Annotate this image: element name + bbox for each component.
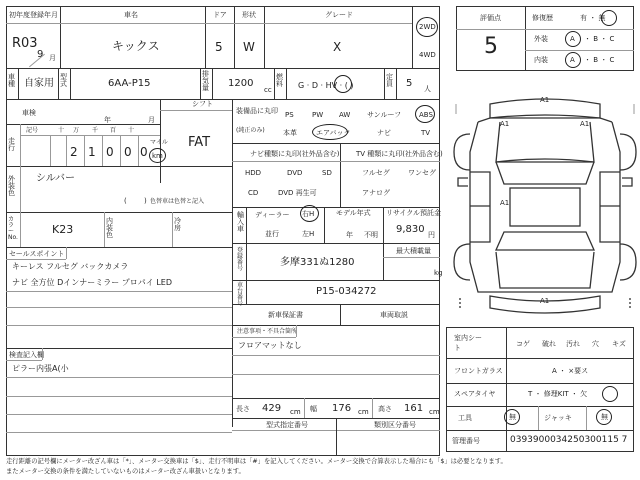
equip-tv: TV xyxy=(421,129,431,137)
width-label: 幅 xyxy=(310,405,317,413)
management-number: 0393900034250300115 7 xyxy=(510,435,628,445)
drive-4wd: 4WD xyxy=(419,51,436,59)
mileage-digit-5: 0 xyxy=(140,145,148,159)
model-year-unknown: 不明 xyxy=(364,231,378,239)
nav-dvd-play: DVD 再生可 xyxy=(278,189,317,197)
score: 5 xyxy=(484,34,498,59)
inspection-month: 月 xyxy=(148,116,155,124)
jack-label: ジャッキ xyxy=(544,414,572,422)
handle-left: 左H xyxy=(302,230,315,238)
person-unit: 人 xyxy=(424,85,431,93)
repair-options: 有 ・ 無 xyxy=(580,14,606,22)
displacement-label: 排気量 xyxy=(202,70,209,92)
windshield-options: A ・ ×要ス xyxy=(552,367,589,375)
chassis-label: 車台番号 xyxy=(237,282,244,307)
max-load-label: 最大積載量 xyxy=(396,247,431,255)
color-value: シルバー xyxy=(36,173,76,184)
recycle-value: 9,830 xyxy=(396,224,425,235)
capacity: 5 xyxy=(406,78,413,89)
sales-point-line1: キーレス フルセグ バックカメラ xyxy=(12,262,129,271)
notes-label: 注意事項・不具合箇所 xyxy=(237,328,298,335)
exterior-a: A xyxy=(570,35,575,43)
notes-line1: フロアマットなし xyxy=(238,341,302,350)
color-paren-open: ( xyxy=(124,197,127,205)
mileage-header-1: 十 xyxy=(58,127,65,134)
height-label: 高さ xyxy=(378,405,392,413)
new-car-warranty: 新車保証書 xyxy=(268,311,303,319)
mileage-header-5: 十 xyxy=(128,127,135,134)
plate-value: 多摩331ぬ1280 xyxy=(280,257,355,268)
footer-line1: 走行距離の記号欄にメーター改ざん車は「*」、メーター交換車は「$」、走行不明車は「#」を記入してください。メーター交換で合算表示した場合にも「$」は必要となります。 xyxy=(6,458,507,465)
import-label: 輸入車 xyxy=(237,211,244,233)
nav-dvd: DVD xyxy=(287,169,303,177)
equip-sunroof: サンルーフ xyxy=(367,111,402,119)
inspection-label: 車検 xyxy=(22,109,36,117)
damage-a1-left: A1 xyxy=(500,120,510,128)
damage-a1-top: A1 xyxy=(540,96,550,104)
fuel-selected-circle xyxy=(334,75,352,93)
color-label: 外装色 xyxy=(8,175,15,197)
tools-none: 無 xyxy=(509,413,516,421)
interior-check-label: 室内シート xyxy=(454,334,482,352)
mileage-digit-4: 0 xyxy=(124,145,132,159)
interior-koge: コゲ xyxy=(516,340,530,348)
type: 6AA-P15 xyxy=(108,78,151,89)
tools-label: 工具 xyxy=(458,414,472,422)
equip-ps: PS xyxy=(285,111,294,119)
model-label: 車名 xyxy=(124,11,138,19)
category-label: 車種 xyxy=(8,73,15,88)
length-label: 長さ xyxy=(236,405,250,413)
damage-a1-right: A1 xyxy=(580,120,590,128)
inspector-label: 検査記入欄 xyxy=(9,351,44,359)
grade-label: グレード xyxy=(325,11,353,19)
color-no-label: カラーNo. xyxy=(8,216,18,241)
reg-month: 9 xyxy=(37,49,44,60)
month-unit: 月 xyxy=(49,54,56,62)
nav-cd: CD xyxy=(248,189,259,197)
car-damage-diagram xyxy=(450,92,640,322)
equipment-sub: (純正のみ) xyxy=(236,127,265,134)
import-parallel: 並行 xyxy=(265,230,279,238)
km-unit: km xyxy=(152,152,163,160)
plate-label: 登録番号 xyxy=(237,247,244,272)
interior-ana: 穴 xyxy=(592,340,599,348)
equip-aw: AW xyxy=(339,111,351,119)
mile-label: マイル xyxy=(150,139,168,146)
equipment-label: 装備品に丸印 xyxy=(236,107,278,115)
shape-label: 形状 xyxy=(242,11,256,19)
type-designation-label: 型式指定番号 xyxy=(266,421,308,429)
grade: X xyxy=(333,40,342,54)
tv-analog: アナログ xyxy=(362,189,390,197)
fuel-label: 燃料 xyxy=(276,73,283,88)
shift-value: FAT xyxy=(188,135,211,150)
displacement: 1200 xyxy=(228,78,254,89)
color-paren-close: ) xyxy=(144,197,147,205)
model-year-label: モデル年式 xyxy=(336,209,371,217)
height-value: 161 xyxy=(404,403,424,414)
nav-hdd: HDD xyxy=(245,169,262,177)
cc-unit: cc xyxy=(264,86,272,94)
interior-kizu: キズ xyxy=(612,340,626,348)
nav-header: ナビ種類に丸印(社外品含む) xyxy=(250,150,340,158)
mileage-digit-1: 2 xyxy=(70,145,78,159)
tv-oneseg: ワンセグ xyxy=(408,169,436,177)
interior-label: 内装 xyxy=(534,56,548,64)
mileage-digit-2: 1 xyxy=(88,145,96,159)
drive-2wd: 2WD xyxy=(419,23,436,31)
inspection-year: 年 xyxy=(104,116,111,124)
model-year-year: 年 xyxy=(346,231,353,239)
equip-pw: PW xyxy=(312,111,324,119)
mileage-header-3: 千 xyxy=(92,127,99,134)
mileage-header-0: 記号 xyxy=(26,127,39,134)
model-name: キックス xyxy=(112,39,160,53)
tv-fullseg: フルセグ xyxy=(362,169,390,177)
sales-point-label: セールスポイント xyxy=(9,250,65,258)
ac-label: 冷房 xyxy=(174,217,181,232)
recycle-label: リサイクル預託金 xyxy=(386,209,442,217)
windshield-label: フロントガラス xyxy=(454,367,503,375)
sales-point-line2: ナビ 全方位 Dインナーミラー プロパイ LED xyxy=(12,278,173,287)
doors-label: ドア xyxy=(213,11,227,19)
spare-options: T ・ 修理KIT ・ 欠 xyxy=(528,390,588,398)
inspector-line1: ピラー内張A(小 xyxy=(12,364,69,373)
interior-yabure: 破れ xyxy=(542,340,556,348)
vehicle-manual: 車両取説 xyxy=(380,311,408,319)
shift-label: シフト xyxy=(192,100,213,108)
spare-none-circle xyxy=(602,386,618,402)
interior-a: A xyxy=(570,56,575,64)
doors: 5 xyxy=(215,40,223,54)
length-unit: cm xyxy=(290,408,301,416)
mileage-header-4: 百 xyxy=(110,127,117,134)
length-value: 429 xyxy=(262,403,282,414)
capacity-label: 定員 xyxy=(386,73,393,88)
spare-label: スペアタイヤ xyxy=(454,390,496,398)
equip-airbag: エアバック xyxy=(316,129,351,137)
width-unit: cm xyxy=(358,408,369,416)
shape: W xyxy=(243,40,255,54)
color-no: K23 xyxy=(52,223,74,236)
repair-none-circle xyxy=(601,10,617,26)
nav-sd: SD xyxy=(322,169,332,177)
damage-a1-rear: A1 xyxy=(540,297,550,305)
height-unit: cm xyxy=(429,408,440,416)
recycle-unit: 円 xyxy=(428,231,435,239)
equip-leather: 本革 xyxy=(283,129,297,137)
exterior-label: 外装 xyxy=(534,35,548,43)
equip-navi: ナビ xyxy=(377,129,391,137)
reg-year-label: 初年度登録年月 xyxy=(9,11,58,19)
color-note: 色替車は色替と記入 xyxy=(150,198,205,205)
use: 自家用 xyxy=(24,78,54,89)
class-number-label: 類別区分番号 xyxy=(374,421,416,429)
mileage-label: 走行 xyxy=(8,137,15,152)
footer-line2: またメーター交換の条件を満たしていないものはメーター改ざん車扱いとなります。 xyxy=(6,468,245,475)
reg-year: R03 xyxy=(12,36,38,51)
type-label: 型式 xyxy=(60,73,67,88)
fuel-options: G · D · HV · ( ) xyxy=(298,81,354,90)
interior-yogore: 汚れ xyxy=(566,340,580,348)
handle-right: 右H xyxy=(302,210,315,218)
width-value: 176 xyxy=(332,403,352,414)
damage-a1-side: A1 xyxy=(500,199,510,207)
repair-label: 修復歴 xyxy=(532,14,553,22)
mileage-digit-3: 0 xyxy=(106,145,114,159)
interior-color-label: 内装色 xyxy=(106,217,113,239)
jack-none: 無 xyxy=(601,413,608,421)
interior-rest: ・ B ・ C xyxy=(584,56,615,64)
equip-abs: ABS xyxy=(419,111,433,119)
import-dealer: ディーラー xyxy=(255,211,290,219)
chassis-value: P15-034272 xyxy=(316,286,377,297)
exterior-rest: ・ B ・ C xyxy=(584,35,615,43)
tv-header: TV 種類に丸印(社外品含む) xyxy=(356,150,443,158)
mileage-header-2: 万 xyxy=(73,127,80,134)
kg-unit: kg xyxy=(434,269,443,277)
score-label: 評価点 xyxy=(480,14,501,22)
management-label: 管理番号 xyxy=(452,437,480,445)
